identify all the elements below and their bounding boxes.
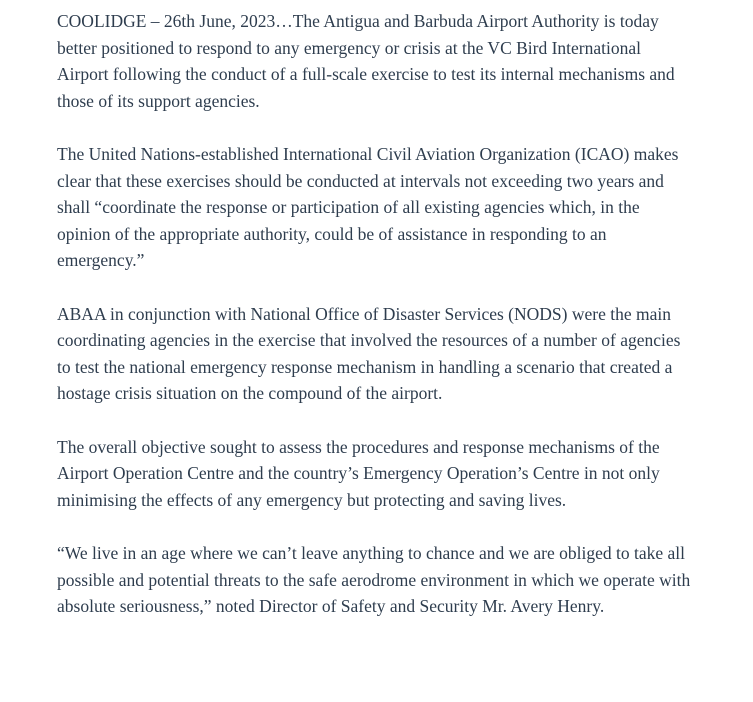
paragraph-icao-requirement: The United Nations-established International Civil Aviation Organization (ICAO) makes clear that these exercises should be conducted at intervals not exceeding two years and shall “coordinate the response or participation of all existing agencies which, in the opinion of the appropriate authority, could be of assistance in responding to an emergency.” (57, 144, 679, 270)
paragraph-coordinating-agencies: ABAA in conjunction with National Office of Disaster Services (NODS) were the main coordinating agencies in the exercise that involved the resources of a number of agencies to test the national emergency response mechanism in handling a scenario that created a hostage crisis situation on the compound of the airport. (57, 303, 681, 403)
article-body (57, 8, 695, 647)
paragraph-dateline-intro: COOLIDGE – 26th June, 2023…The Antigua and Barbuda Airport Authority is today better positioned to respond to any emergency or crisis at the VC Bird International Airport following the conduct of a full-scale exercise to test its internal mechanisms and those of its support agencies. (57, 11, 675, 111)
paragraph-overall-objective: The overall objective sought to assess the procedures and response mechanisms of the Airport Operation Centre and the country’s Emergency Operation’s Centre in not only minimising the effects of any emergency but protecting and saving lives. (57, 436, 660, 510)
paragraph-director-quote: “We live in an age where we can’t leave anything to chance and we are obliged to take all possible and potential threats to the safe aerodrome environment in which we operate with absolute seriousness,” noted Director of Safety and Security Mr. Avery Henry. (57, 543, 691, 616)
